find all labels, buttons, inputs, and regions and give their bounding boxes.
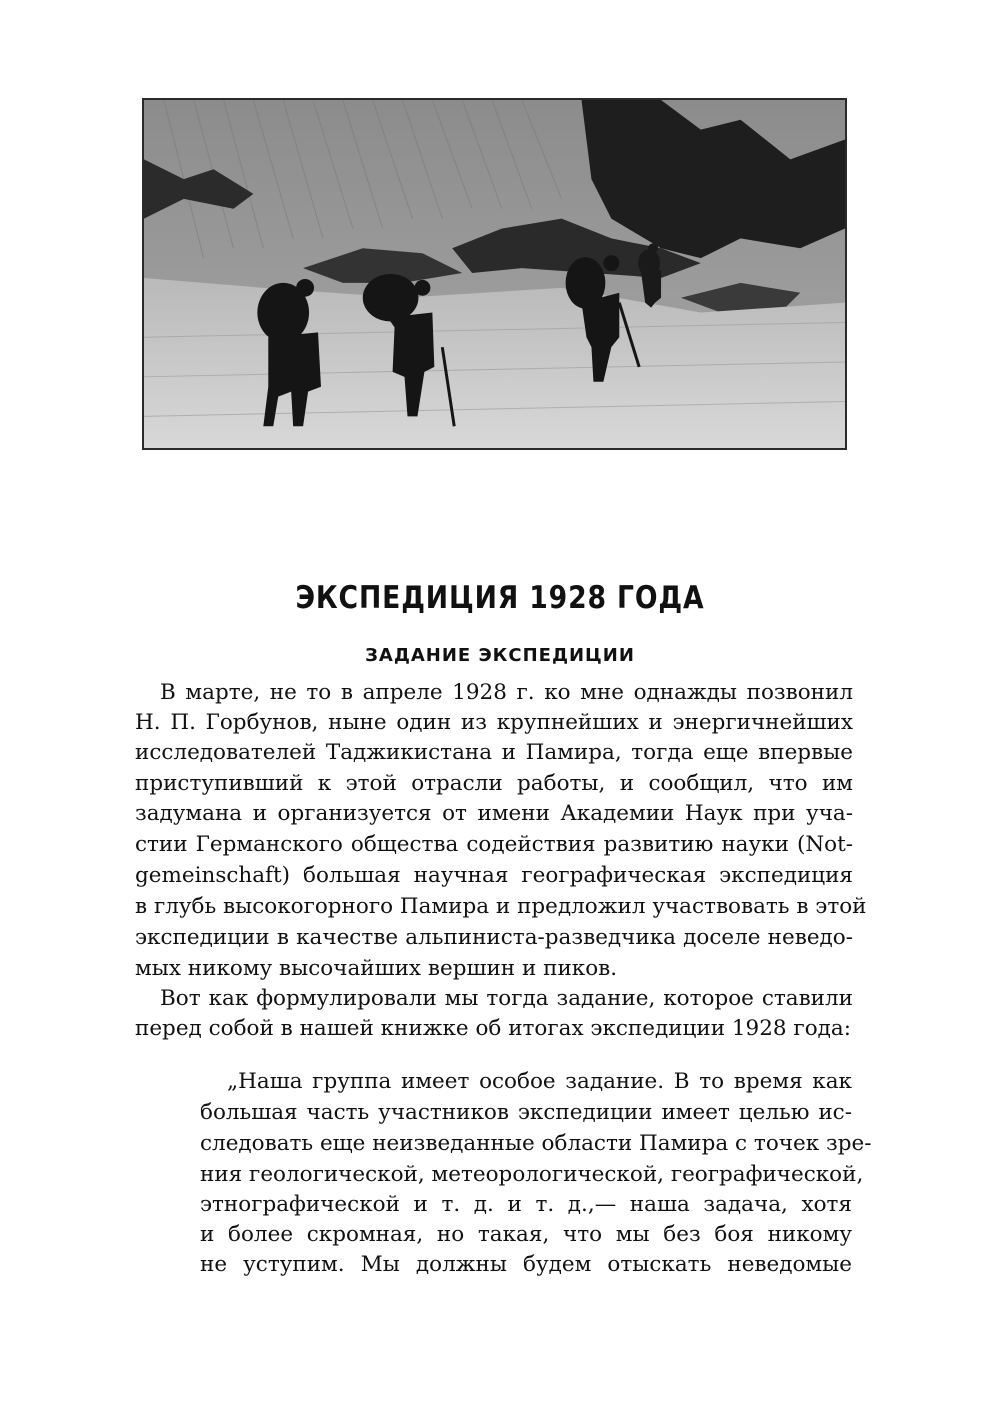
quote-line: следовать еще неизведанные области Памира с точек зре- [200, 1131, 872, 1156]
chapter-title: ЭКСПЕДИЦИЯ 1928 ГОДА [295, 580, 705, 616]
text-line: Вот как формулировали мы тогда задание, которое ставили [160, 986, 853, 1011]
text-line: в глубь высокогорного Памира и предложил участвовать в этой [135, 894, 867, 919]
text-line: исследователей Таджикистана и Памира, тогда еще впервые [135, 740, 853, 765]
section-subtitle: ЗАДАНИЕ ЭКСПЕДИЦИИ [365, 645, 635, 666]
text-line: перед собой в нашей книжке об итогах экспедиции 1928 года: [135, 1016, 851, 1041]
quote-line: этнографической и т. д. и т. д.,— наша задача, хотя [200, 1192, 852, 1217]
quote-line: не уступим. Мы должны будем отыскать неведомые [200, 1252, 852, 1277]
quote-line: и более скромная, но такая, что мы без боя никому [200, 1222, 852, 1247]
text-line: В марте, не то в апреле 1928 г. ко мне однажды позвонил [160, 680, 853, 705]
text-line: экспедиции в качестве альпиниста-разведчика доселе неведо- [135, 925, 853, 950]
text-line: приступивший к этой отрасли работы, и сообщил, что им [135, 771, 853, 796]
quote-line: ния геологической, метеорологической, географической, [200, 1162, 864, 1187]
quote-line: большая часть участников экспедиции имеет целью ис- [200, 1100, 852, 1125]
text-line: Н. П. Горбунов, ныне один из крупнейших и энергичнейших [135, 710, 853, 735]
text-line: мых никому высочайших вершин и пиков. [135, 956, 618, 981]
text-line: задумана и организуется от имени Академии Наук при уча- [135, 801, 853, 826]
text-line: стии Германского общества содействия развитию науки (Not- [135, 832, 853, 857]
quote-line: „Наша группа имеет особое задание. В то время как [227, 1069, 852, 1094]
text-line: gemeinschaft) большая научная географическая экспедиция [135, 863, 853, 888]
